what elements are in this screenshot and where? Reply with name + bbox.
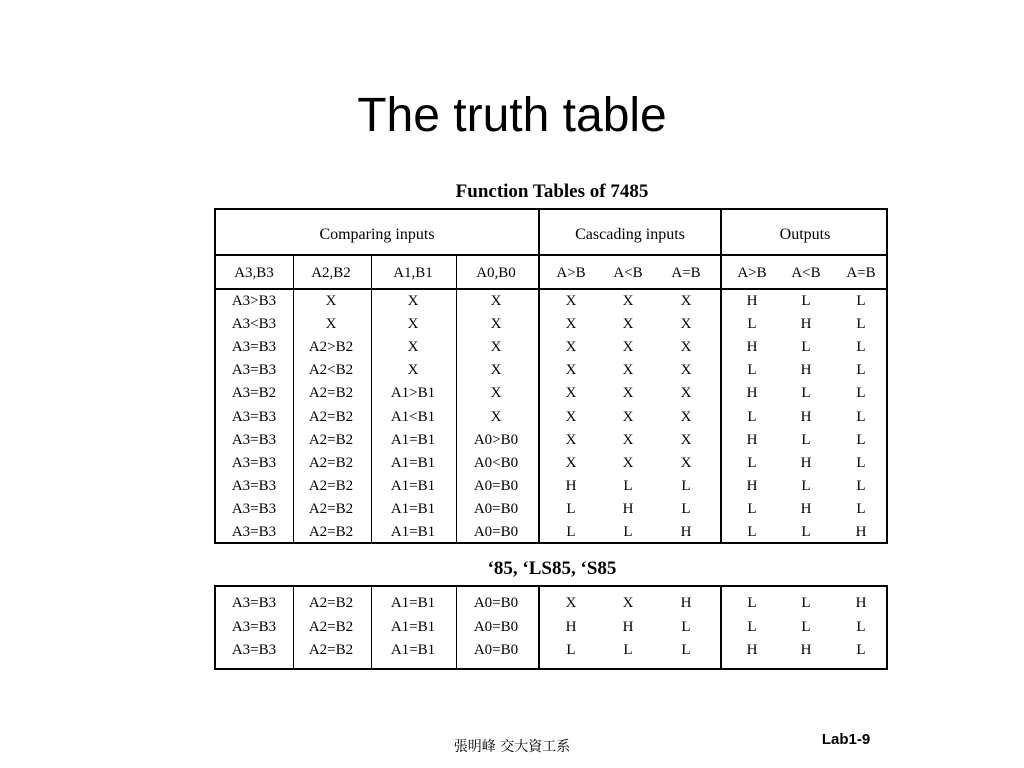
group-header-comparing-inputs: Comparing inputs (319, 226, 435, 243)
table-cell-in-agtb: L (566, 524, 576, 540)
table-cell-out-aeqb: L (856, 477, 866, 494)
page-label: Lab1-9 (821, 731, 871, 748)
table-cell-a3b3: A3=B3 (231, 362, 277, 379)
group-header-cascading-inputs: Cascading inputs (575, 226, 685, 243)
table-cell-out-altb: L (801, 339, 811, 356)
table-cell-out-altb: L (801, 477, 811, 494)
table-cell-out-aeqb: H (855, 524, 867, 540)
table-cell-out-agtb: H (746, 293, 758, 309)
table-cell-in-aeqb: L (681, 477, 691, 494)
table-cell-out-altb: L (801, 293, 811, 309)
table-cell-in-aeqb: X (680, 431, 692, 448)
table-cell-in-agtb: X (565, 316, 577, 333)
table-cell-in-agtb: X (565, 362, 577, 379)
table-cell-in-agtb: H (565, 477, 577, 494)
table-cell-a3b3: A3=B2 (231, 385, 277, 402)
table-cell-out-agtb: L (747, 500, 757, 517)
column-header-in-altb: A<B (613, 265, 643, 281)
table-cell-out-aeqb: L (856, 500, 866, 517)
table-cell-in-altb: X (622, 408, 634, 425)
table-cell-a3b3: A3=B3 (231, 339, 277, 356)
note-cell-a2b2: A2=B2 (308, 642, 354, 658)
table-cell-out-agtb: H (746, 431, 758, 448)
table-cell-a0b0: A0>B0 (473, 431, 519, 448)
table-cell-out-agtb: L (747, 362, 757, 379)
table-cell-in-aeqb: X (680, 408, 692, 425)
table-cell-in-aeqb: X (680, 362, 692, 379)
table-cell-out-aeqb: L (856, 431, 866, 448)
table-cell-out-altb: H (800, 316, 812, 333)
table-cell-a1b1: X (407, 362, 419, 379)
table-cell-a1b1: X (407, 339, 419, 356)
table-cell-in-aeqb: H (680, 524, 692, 540)
table-cell-a2b2: A2=B2 (308, 524, 354, 540)
table-cell-a3b3: A3=B3 (231, 454, 277, 471)
table-cell-in-aeqb: X (680, 454, 692, 471)
column-header-in-agtb: A>B (556, 265, 586, 281)
table-cell-in-altb: X (622, 316, 634, 333)
note-cell-a1b1: A1=B1 (390, 618, 436, 635)
column-header-a1b1: A1,B1 (393, 265, 433, 281)
table-cell-out-aeqb: L (856, 339, 866, 356)
table-cell-in-aeqb: X (680, 293, 692, 309)
table-cell-a2b2: A2=B2 (308, 408, 354, 425)
table-cell-out-altb: L (801, 524, 811, 540)
table-cell-a0b0: A0=B0 (473, 500, 519, 517)
note-cell-in-aeqb: L (681, 642, 691, 658)
slide-title: The truth table (357, 89, 667, 142)
note-cell-in-aeqb: H (680, 595, 692, 611)
table-cell-a2b2: X (325, 293, 337, 309)
note-cell-a0b0: A0=B0 (473, 595, 519, 611)
note-cell-out-agtb: L (747, 595, 757, 611)
table-cell-a2b2: X (325, 316, 337, 333)
note-cell-in-altb: X (622, 595, 634, 611)
note-cell-a0b0: A0=B0 (473, 618, 519, 635)
note-cell-in-agtb: H (565, 618, 577, 635)
table-cell-out-agtb: L (747, 454, 757, 471)
table-cell-a1b1: A1<B1 (390, 408, 436, 425)
table-cell-a3b3: A3<B3 (231, 316, 277, 333)
table-cell-a2b2: A2=B2 (308, 477, 354, 494)
group-header-outputs: Outputs (779, 226, 831, 243)
part-numbers-caption: ‘85, ‘LS85, ‘S85 (487, 558, 617, 579)
table-cell-in-altb: L (623, 524, 633, 540)
table-cell-a3b3: A3=B3 (231, 524, 277, 540)
table-cell-in-altb: X (622, 385, 634, 402)
table-cell-a1b1: A1>B1 (390, 385, 436, 402)
table-cell-in-altb: X (622, 339, 634, 356)
table-cell-in-altb: X (622, 293, 634, 309)
table-cell-a0b0: A0<B0 (473, 454, 519, 471)
note-cell-out-altb: L (801, 595, 811, 611)
table-cell-in-altb: L (623, 477, 633, 494)
table-cell-in-agtb: X (565, 454, 577, 471)
note-cell-in-altb: L (623, 642, 633, 658)
note-cell-out-aeqb: L (856, 618, 866, 635)
table-cell-in-agtb: X (565, 339, 577, 356)
note-cell-out-aeqb: H (855, 595, 867, 611)
table-cell-in-agtb: X (565, 293, 577, 309)
table-caption: Function Tables of 7485 (455, 181, 649, 202)
table-cell-a1b1: A1=B1 (390, 524, 436, 540)
table-cell-a2b2: A2=B2 (308, 431, 354, 448)
table-cell-out-aeqb: L (856, 385, 866, 402)
table-cell-out-aeqb: L (856, 293, 866, 309)
table-cell-a3b3: A3=B3 (231, 500, 277, 517)
table-cell-a1b1: A1=B1 (390, 500, 436, 517)
table-cell-a2b2: A2=B2 (308, 385, 354, 402)
table-cell-a2b2: A2=B2 (308, 500, 354, 517)
table-cell-out-altb: H (800, 362, 812, 379)
footer-author: 張明峰 交大資工系 (453, 739, 571, 755)
table-cell-a3b3: A3=B3 (231, 477, 277, 494)
column-header-out-agtb: A>B (737, 265, 767, 281)
cascading-note-table (214, 585, 888, 670)
table-cell-out-altb: L (801, 431, 811, 448)
table-cell-a0b0: X (490, 385, 502, 402)
table-cell-out-altb: H (800, 500, 812, 517)
table-cell-in-altb: X (622, 431, 634, 448)
table-divider (371, 256, 372, 542)
table-cell-a2b2: A2>B2 (308, 339, 354, 356)
column-header-a0b0: A0,B0 (476, 265, 516, 281)
table-cell-out-aeqb: L (856, 408, 866, 425)
note-cell-in-aeqb: L (681, 618, 691, 635)
note-cell-a3b3: A3=B3 (231, 618, 277, 635)
table-cell-a1b1: A1=B1 (390, 454, 436, 471)
note-cell-a2b2: A2=B2 (308, 595, 354, 611)
table-cell-in-altb: H (622, 500, 634, 517)
column-header-out-altb: A<B (791, 265, 821, 281)
column-header-a3b3: A3,B3 (234, 265, 274, 281)
table-cell-out-agtb: H (746, 385, 758, 402)
table-cell-out-altb: H (800, 408, 812, 425)
table-cell-out-agtb: L (747, 316, 757, 333)
table-cell-out-aeqb: L (856, 362, 866, 379)
column-header-out-aeqb: A=B (846, 265, 876, 281)
table-cell-a0b0: A0=B0 (473, 524, 519, 540)
table-cell-a0b0: A0=B0 (473, 477, 519, 494)
table-cell-out-aeqb: L (856, 454, 866, 471)
table-cell-out-aeqb: L (856, 316, 866, 333)
column-header-in-aeqb: A=B (671, 265, 701, 281)
table-divider (371, 587, 372, 668)
table-cell-in-aeqb: L (681, 500, 691, 517)
table-cell-out-altb: H (800, 454, 812, 471)
table-cell-a0b0: X (490, 316, 502, 333)
table-cell-a2b2: A2=B2 (308, 454, 354, 471)
table-cell-in-aeqb: X (680, 385, 692, 402)
table-cell-out-agtb: H (746, 339, 758, 356)
table-cell-in-altb: X (622, 362, 634, 379)
table-cell-in-agtb: L (566, 500, 576, 517)
column-header-a2b2: A2,B2 (311, 265, 351, 281)
table-cell-a0b0: X (490, 362, 502, 379)
table-cell-a3b3: A3=B3 (231, 431, 277, 448)
note-cell-a3b3: A3=B3 (231, 642, 277, 658)
table-cell-a1b1: A1=B1 (390, 431, 436, 448)
table-cell-a0b0: X (490, 339, 502, 356)
function-table (214, 208, 888, 544)
note-cell-out-agtb: H (746, 642, 758, 658)
table-cell-a3b3: A3>B3 (231, 293, 277, 309)
note-cell-out-aeqb: L (856, 642, 866, 658)
table-cell-a0b0: X (490, 408, 502, 425)
table-cell-a0b0: X (490, 293, 502, 309)
table-cell-in-altb: X (622, 454, 634, 471)
table-cell-in-agtb: X (565, 431, 577, 448)
table-cell-in-aeqb: X (680, 316, 692, 333)
table-cell-a1b1: A1=B1 (390, 477, 436, 494)
table-cell-a3b3: A3=B3 (231, 408, 277, 425)
table-cell-in-aeqb: X (680, 339, 692, 356)
note-cell-a0b0: A0=B0 (473, 642, 519, 658)
note-cell-a1b1: A1=B1 (390, 595, 436, 611)
note-cell-in-altb: H (622, 618, 634, 635)
note-cell-out-altb: L (801, 618, 811, 635)
table-cell-in-agtb: X (565, 408, 577, 425)
table-cell-out-agtb: L (747, 524, 757, 540)
note-cell-a2b2: A2=B2 (308, 618, 354, 635)
note-cell-a3b3: A3=B3 (231, 595, 277, 611)
table-cell-a1b1: X (407, 316, 419, 333)
note-cell-in-agtb: L (566, 642, 576, 658)
note-cell-a1b1: A1=B1 (390, 642, 436, 658)
note-cell-in-agtb: X (565, 595, 577, 611)
table-cell-out-altb: L (801, 385, 811, 402)
table-cell-a2b2: A2<B2 (308, 362, 354, 379)
table-cell-a1b1: X (407, 293, 419, 309)
table-cell-in-agtb: X (565, 385, 577, 402)
note-cell-out-agtb: L (747, 618, 757, 635)
table-cell-out-agtb: H (746, 477, 758, 494)
note-cell-out-altb: H (800, 642, 812, 658)
table-cell-out-agtb: L (747, 408, 757, 425)
